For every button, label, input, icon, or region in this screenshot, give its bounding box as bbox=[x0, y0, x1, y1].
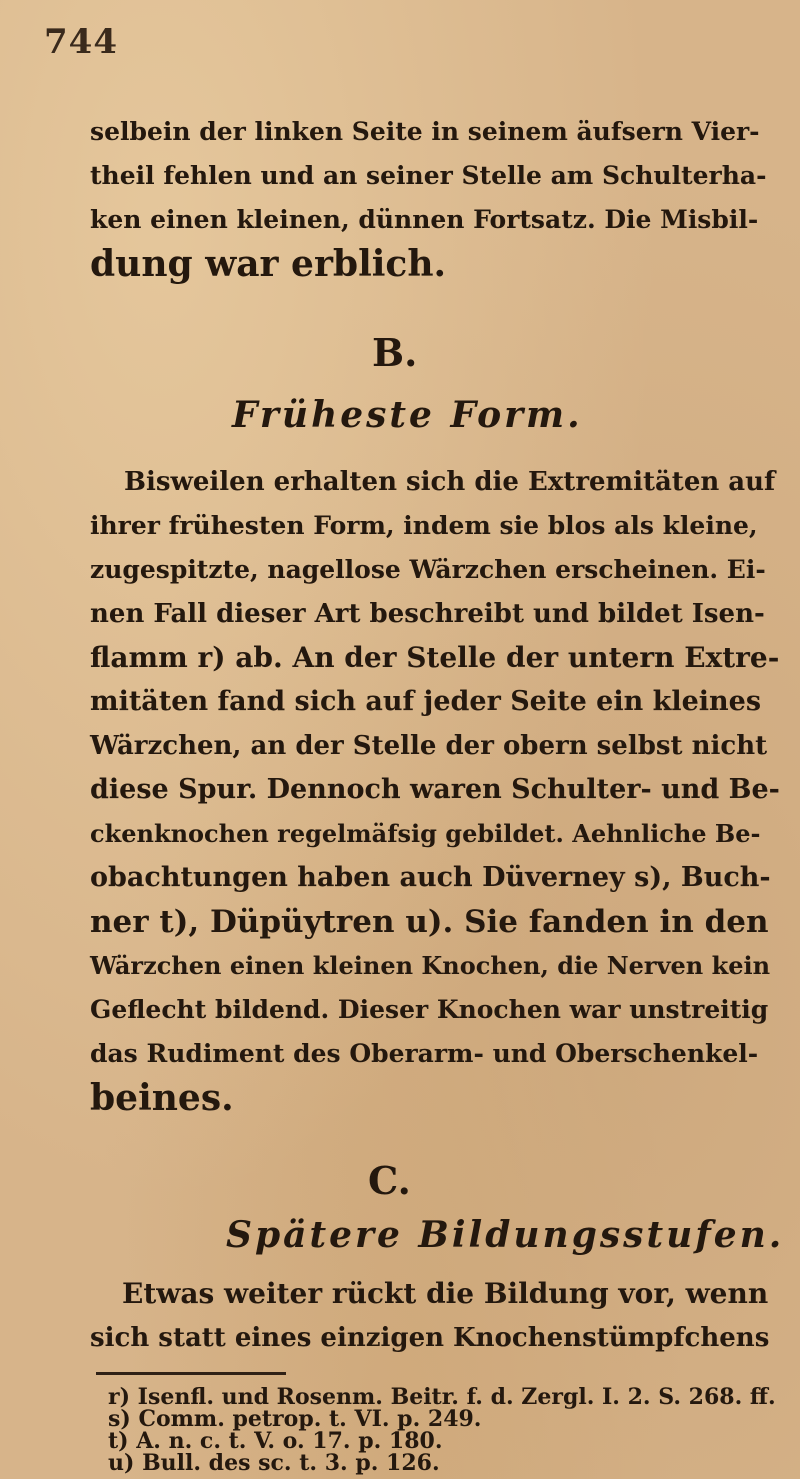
text-line: ken einen kleinen, dünnen Fortsatz. Die Misbil- bbox=[90, 205, 759, 234]
text-line: obachtungen haben auch Düverney s), Buch- bbox=[90, 862, 771, 893]
text-line: sich statt eines einzigen Knochenstümpfchens bbox=[90, 1323, 770, 1353]
footnote-divider bbox=[96, 1372, 286, 1375]
text-line: nen Fall dieser Art beschreibt und bildet Isen- bbox=[90, 599, 765, 629]
page-number: 744 bbox=[44, 22, 118, 62]
text-line: zugespitzte, nagellose Wärzchen erscheinen. Ei- bbox=[90, 555, 766, 584]
footnote-t: t) A. n. c. t. V. o. 17. p. 180. bbox=[108, 1428, 443, 1454]
section-b-title: Früheste Form. bbox=[232, 394, 583, 436]
section-c-marker: C. bbox=[368, 1158, 411, 1203]
text-line: Etwas weiter rückt die Bildung vor, wenn bbox=[122, 1277, 769, 1310]
text-line: ckenknochen regelmäfsig gebildet. Aehnliche Be- bbox=[90, 819, 761, 848]
text-line: diese Spur. Dennoch waren Schulter- und Be- bbox=[90, 774, 780, 805]
text-line: Geflecht bildend. Dieser Knochen war unstreitig bbox=[90, 995, 769, 1024]
section-b-marker: B. bbox=[372, 330, 418, 375]
text-line: Wärzchen, an der Stelle der obern selbst nicht bbox=[90, 731, 768, 761]
text-line: das Rudiment des Oberarm- und Oberschenkel- bbox=[90, 1039, 759, 1068]
text-line: Bisweilen erhalten sich die Extremitäten auf bbox=[124, 467, 776, 497]
text-line: theil fehlen und an seiner Stelle am Schulterha- bbox=[90, 161, 767, 190]
text-line: mitäten fand sich auf jeder Seite ein kleines bbox=[90, 686, 762, 717]
footnote-r: r) Isenfl. und Rosenm. Beitr. f. d. Zergl. I. 2. S. 268. ff. bbox=[108, 1384, 776, 1410]
text-line: beines. bbox=[90, 1077, 234, 1119]
text-line: ihrer frühesten Form, indem sie blos als kleine, bbox=[90, 511, 758, 540]
text-line: dung war erblich. bbox=[90, 243, 447, 285]
text-line: flamm r) ab. An der Stelle der untern Extre- bbox=[90, 641, 780, 674]
text-line: selbein der linken Seite in seinem äufsern Vier- bbox=[90, 117, 760, 146]
footnote-u: u) Bull. des sc. t. 3. p. 126. bbox=[108, 1450, 440, 1476]
text-line: Wärzchen einen kleinen Knochen, die Nerven kein bbox=[90, 951, 771, 980]
text-line: ner t), Düpüytren u). Sie fanden in den bbox=[90, 904, 769, 940]
section-c-title: Spätere Bildungsstufen. bbox=[226, 1214, 785, 1256]
footnote-s: s) Comm. petrop. t. VI. p. 249. bbox=[108, 1406, 482, 1432]
